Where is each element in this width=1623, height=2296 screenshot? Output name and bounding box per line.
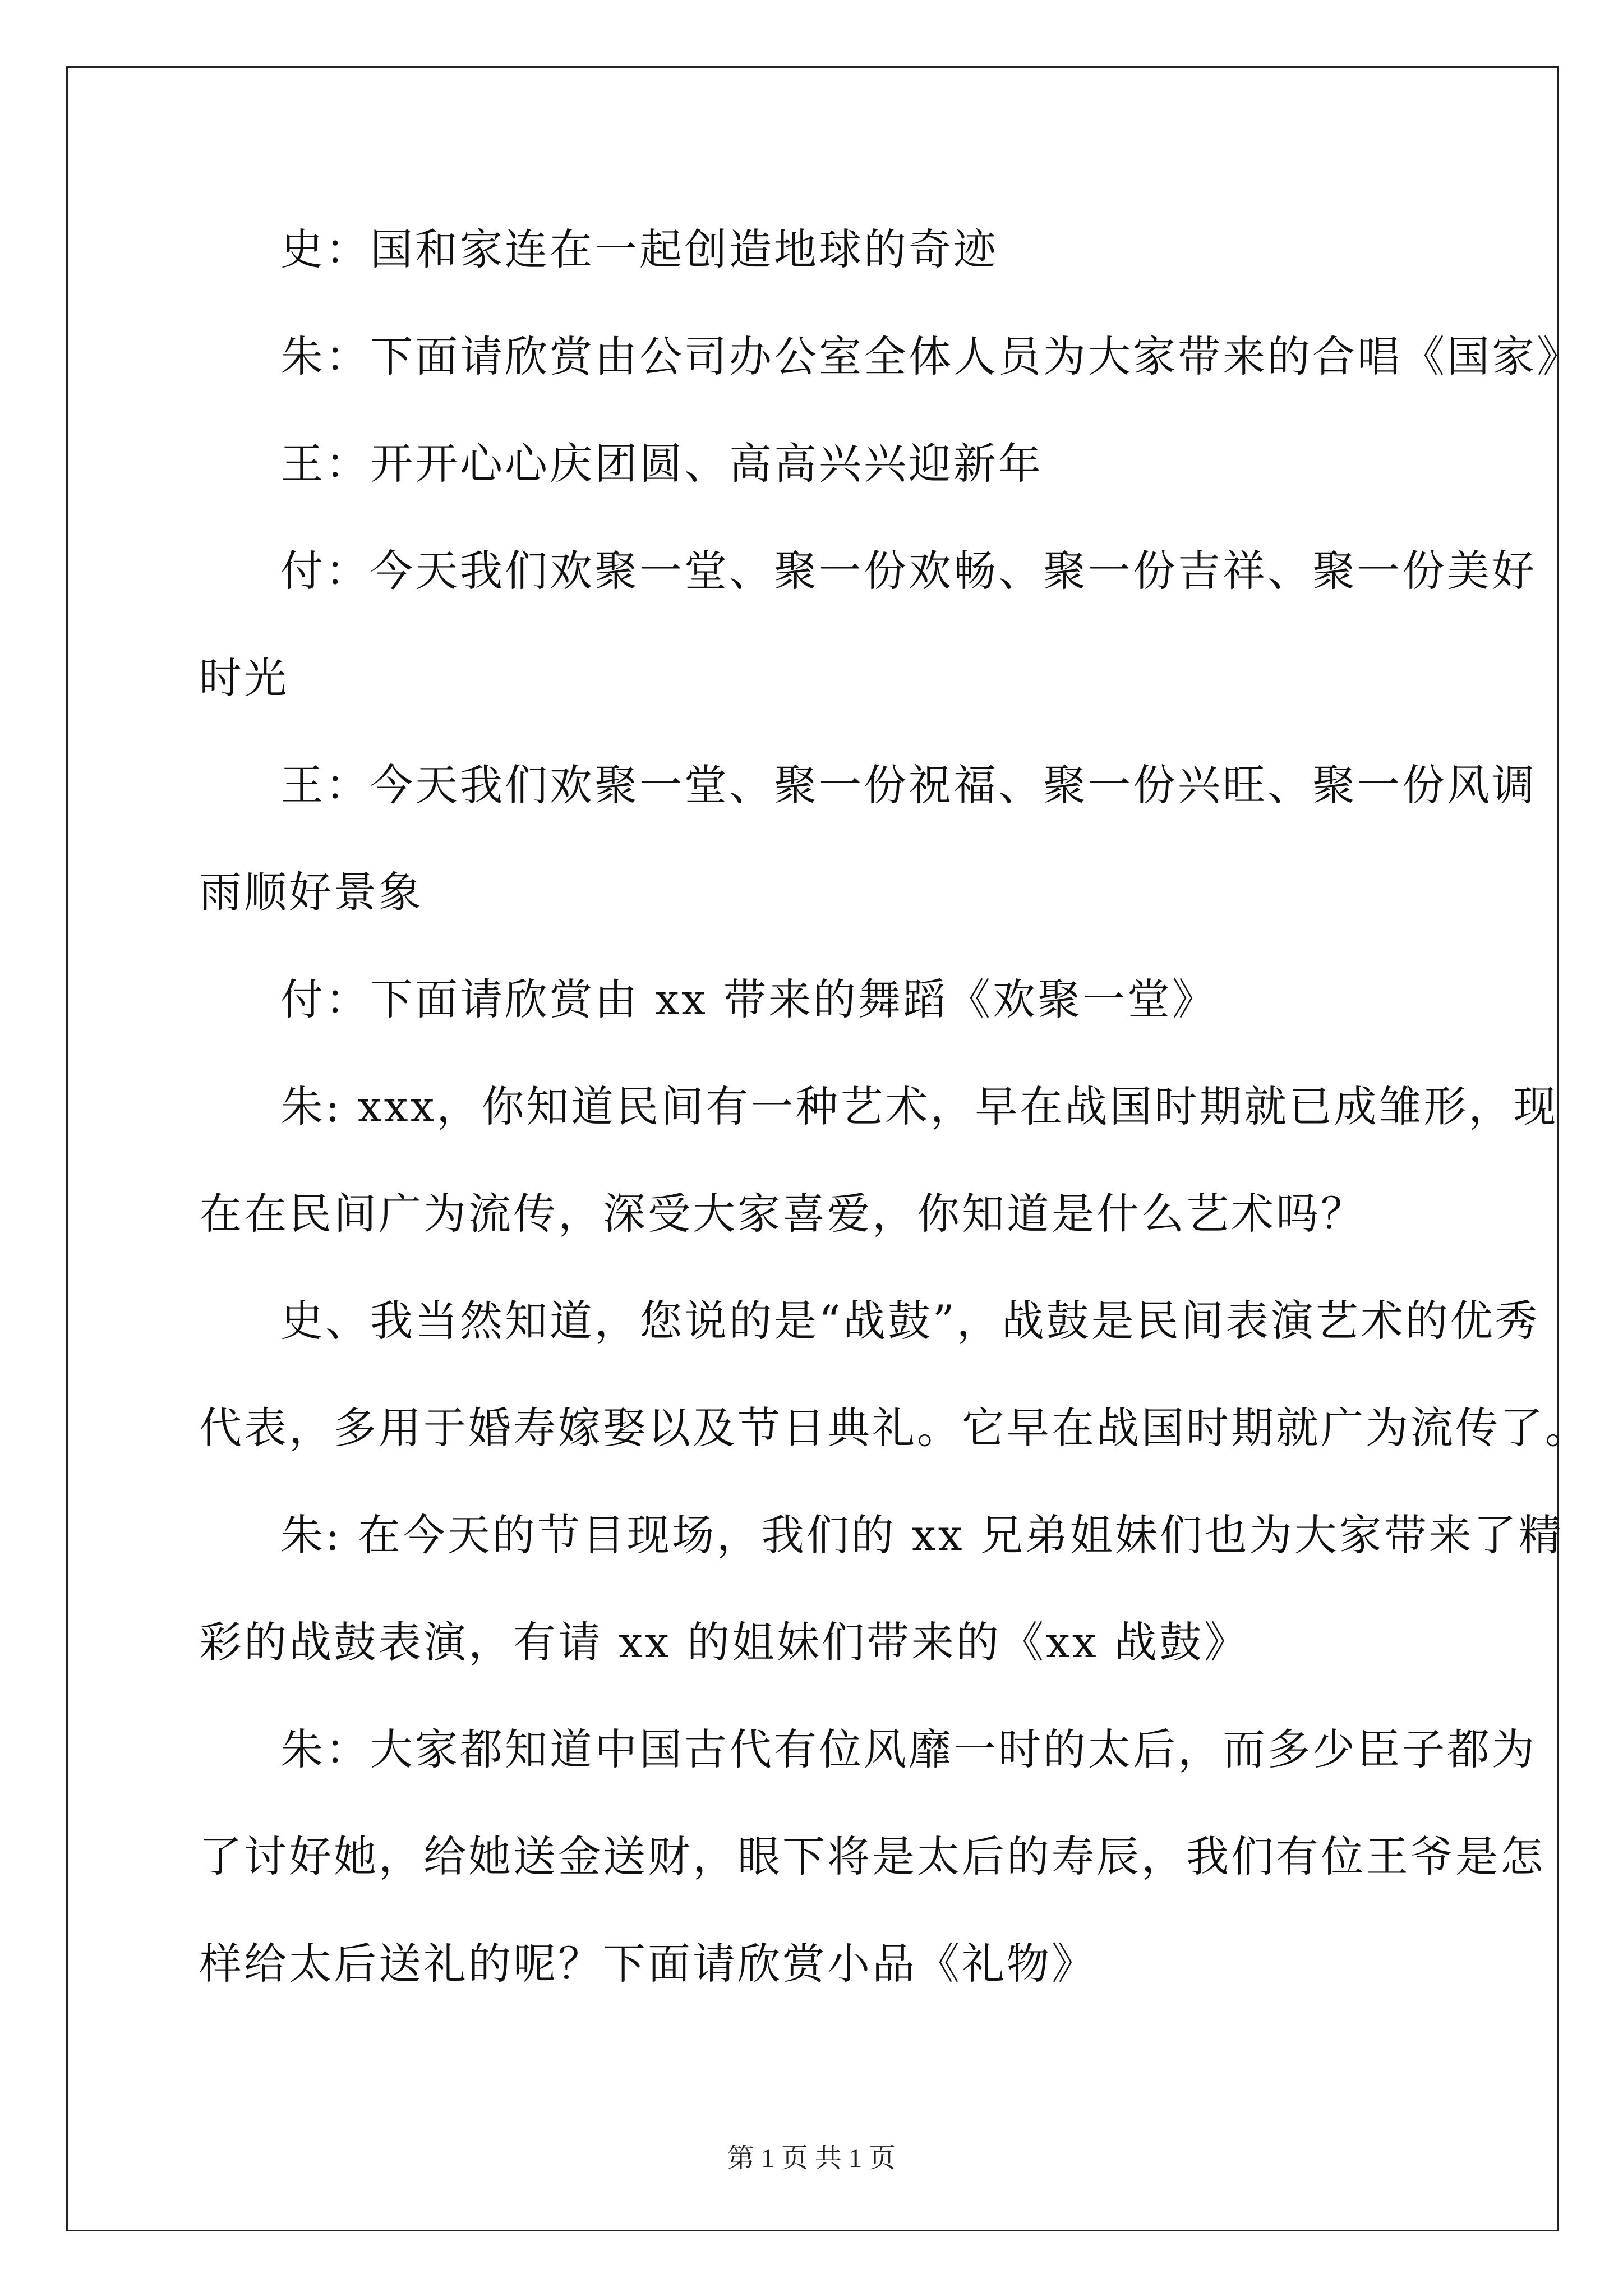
text-line-5: 时光 — [199, 653, 289, 703]
text-line-3: 王：开开心心庆团圆、高高兴兴迎新年 — [280, 439, 1043, 489]
page-number-footer: 第 1 页 共 1 页 — [727, 2143, 896, 2173]
page-border — [66, 66, 1559, 2231]
text-line-10: 在在民间广为流传，深受大家喜爱，你知道是什么艺术吗？ — [199, 1189, 1366, 1239]
text-line-14: 彩的战鼓表演，有请 xx 的姐妹们带来的《xx 战鼓》 — [199, 1617, 1249, 1667]
text-line-16: 了讨好她，给她送金送财，眼下将是太后的寿辰，我们有位王爷是怎 — [199, 1832, 1545, 1881]
text-line-9: 朱: xxx，你知道民间有一种艺术，早在战国时期就已成雏形，现 — [280, 1082, 1559, 1131]
text-line-8: 付：下面请欣赏由 xx 带来的舞蹈《欢聚一堂》 — [280, 974, 1218, 1024]
text-line-1: 史：国和家连在一起创造地球的奇迹 — [280, 224, 998, 274]
text-line-15: 朱：大家都知道中国古代有位风靡一时的太后，而多少臣子都为 — [280, 1724, 1537, 1774]
text-line-2: 朱：下面请欣赏由公司办公室全体人员为大家带来的合唱《国家》 — [280, 332, 1581, 381]
text-line-17: 样给太后送礼的呢？下面请欣赏小品《礼物》 — [199, 1939, 1096, 1989]
text-line-12: 代表，多用于婚寿嫁娶以及节日典礼。它早在战国时期就广为流传了。 — [199, 1403, 1590, 1453]
text-line-13: 朱: 在今天的节目现场，我们的 xx 兄弟姐妹们也为大家带来了精 — [280, 1510, 1564, 1560]
text-line-11: 史、我当然知道，您说的是“战鼓”，战鼓是民间表演艺术的优秀 — [280, 1296, 1540, 1346]
text-line-6: 王：今天我们欢聚一堂、聚一份祝福、聚一份兴旺、聚一份风调 — [280, 760, 1537, 810]
text-line-4: 付：今天我们欢聚一堂、聚一份欢畅、聚一份吉祥、聚一份美好 — [280, 546, 1537, 596]
text-line-7: 雨顺好景象 — [199, 867, 423, 917]
